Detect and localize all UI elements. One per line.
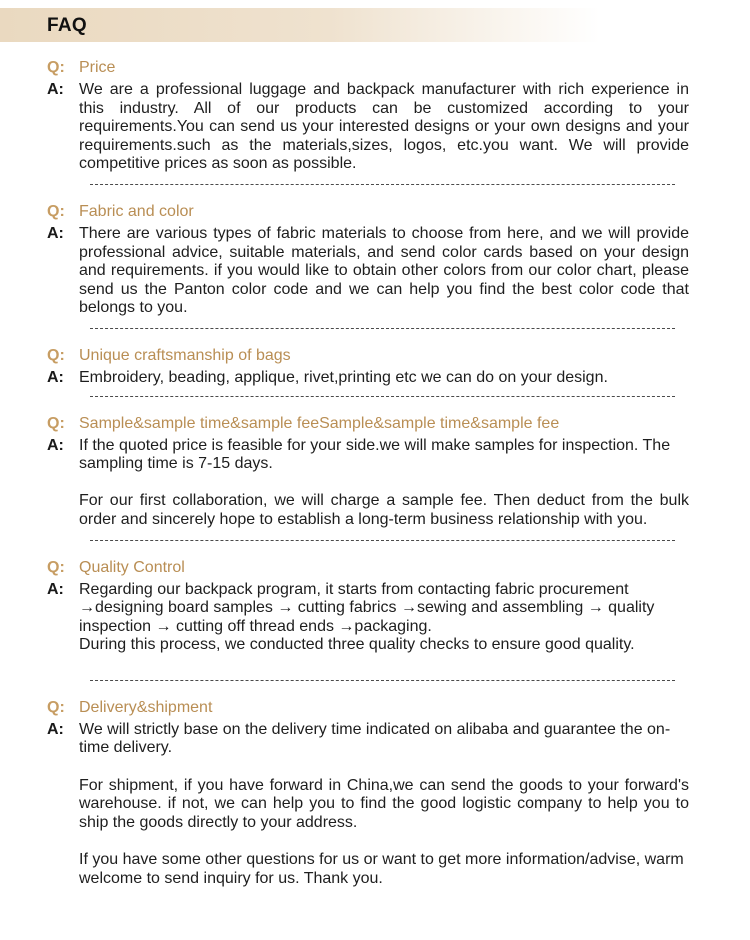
faq-item-craftsmanship — [0, 345, 750, 397]
dashed-divider — [90, 328, 675, 329]
dashed-divider — [90, 184, 675, 185]
answer-paragraph: For shipment, if you have forward in China,we can send the goods to your forward's warehouse. if not, we can help you to find the good logistic company to help you to ship the goods directly to your address. — [79, 776, 689, 831]
question-text: Price — [79, 59, 116, 76]
faq-title: FAQ — [47, 15, 87, 36]
answer-marker: A: — [47, 81, 64, 98]
question-text: Fabric and color — [79, 202, 194, 220]
question-marker: Q: — [47, 346, 65, 364]
answer-body — [79, 437, 689, 530]
answer-paragraph: Regarding our backpack program, it starts from contacting fabric procurement →designing board samples → cutting fabrics →sewing and assembling → quality inspection → cutting off thread ends →packaging. — [79, 580, 655, 635]
faq-item-fabric-and-color — [0, 201, 750, 329]
faq-item-price — [0, 57, 750, 185]
answer-paragraph: For our first collaboration, we will charge a sample fee. Then deduct from the bulk order and sincerely hope to establish a long-term business relationship with you. — [79, 492, 689, 528]
answer-body — [79, 225, 689, 318]
answer-marker: A: — [47, 224, 64, 242]
answer-body — [79, 581, 689, 655]
faq-list — [0, 57, 750, 888]
faq-item-delivery — [0, 697, 750, 888]
question-text: Sample&sample time&sample feeSample&sample time&sample fee — [79, 414, 560, 432]
answer-marker: A: — [47, 368, 64, 386]
dashed-divider — [90, 680, 675, 681]
question-marker: Q: — [47, 698, 65, 716]
answer-marker: A: — [47, 580, 64, 598]
question-marker: Q: — [47, 558, 65, 576]
answer-paragraph: Embroidery, beading, applique, rivet,printing etc we can do on your design. — [79, 368, 608, 386]
dashed-divider — [90, 540, 675, 541]
answer-paragraph: We are a professional luggage and backpack manufacturer with rich experience in this industry. All of our products can be customized according to your requirements.You can send us your interested designs or your own designs and your requirements.such as the materials,sizes, logos, etc.you want. We will provide competitive prices as soon as possible. — [79, 81, 689, 173]
faq-item-quality-control — [0, 557, 750, 681]
question-text: Unique craftsmanship of bags — [79, 346, 291, 364]
faq-header-bar — [0, 8, 600, 42]
answer-body — [79, 369, 689, 388]
answer-body — [79, 721, 689, 888]
answer-paragraph: During this process, we conducted three quality checks to ensure good quality. — [79, 636, 635, 654]
question-marker: Q: — [47, 202, 65, 220]
answer-marker: A: — [47, 720, 64, 738]
dashed-divider — [90, 396, 675, 397]
answer-paragraph: We will strictly base on the delivery time indicated on alibaba and guarantee the on-time delivery. — [79, 720, 671, 757]
question-text: Delivery&shipment — [79, 698, 213, 716]
answer-paragraph: If you have some other questions for us or want to get more information/advise, warm welcome to send inquiry for us. Thank you. — [79, 851, 684, 887]
answer-body — [79, 81, 689, 174]
faq-item-sample — [0, 413, 750, 541]
answer-paragraph: If the quoted price is feasible for your side.we will make samples for inspection. The sampling time is 7-15 days. — [79, 436, 671, 473]
answer-marker: A: — [47, 436, 64, 454]
answer-paragraph: There are various types of fabric materials to choose from here, and we will provide professional advice, suitable materials, and send color cards based on your design and requirements. if you would like to obtain other colors from our color chart, please send us the Panton color code and we can help you find the best color code that belongs to you. — [79, 224, 689, 317]
question-marker: Q: — [47, 59, 65, 76]
question-text: Quality Control — [79, 558, 185, 576]
question-marker: Q: — [47, 414, 65, 432]
